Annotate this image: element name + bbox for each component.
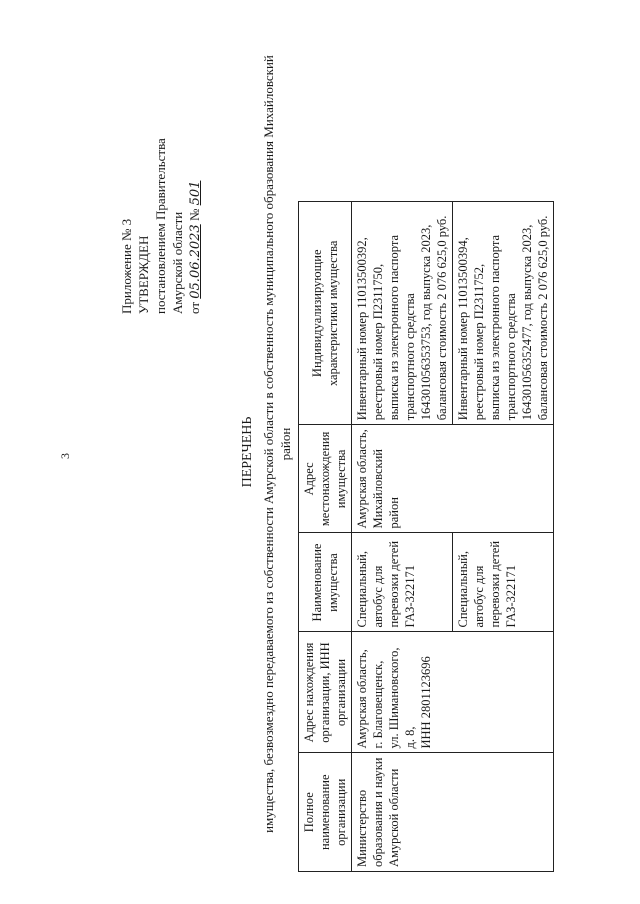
decree-label: постановлением Правительства	[153, 138, 168, 314]
table-header-row	[299, 202, 352, 872]
table-row	[352, 202, 453, 872]
cell-line: реестровый номер П2311752,	[472, 263, 486, 421]
cell-line: балансовая стоимость 2 076 625,0 руб.	[435, 215, 449, 421]
header-property-location: Адрес местонахождения имущества	[299, 425, 352, 533]
cell-line: район	[387, 497, 401, 529]
cell-line: ГАЗ-322171	[504, 564, 518, 628]
decree-date-line	[186, 138, 204, 314]
cell-line: ИНН 2801123696	[419, 656, 433, 749]
cell-line: реестровый номер П2311750,	[371, 263, 385, 421]
document-subtitle: имущества, безвозмездно передаваемого из собственности Амурской области в собственность муниципального образования Михайловский район	[261, 55, 293, 833]
approval-block	[118, 138, 204, 314]
org-address-cell	[352, 632, 554, 753]
cell-line: Министерство	[355, 789, 369, 867]
page-number: 3	[58, 453, 72, 459]
cell-line: выписка из электронного паспорта	[387, 235, 401, 421]
decree-date: 05.06.2023	[188, 224, 203, 299]
cell-line: ГАЗ-322171	[403, 564, 417, 628]
characteristics-cell	[352, 202, 453, 425]
cell-line: Инвентарный номер 11013500392,	[355, 237, 369, 421]
cell-line: автобус для	[472, 565, 486, 628]
header-org-address: Адрес нахождения организации, ИНН организации	[299, 632, 352, 753]
characteristics-cell	[453, 202, 554, 425]
property-location-cell	[352, 425, 554, 533]
cell-line: Амурской области	[387, 768, 401, 867]
document-title: ПЕРЕЧЕНЬ	[240, 416, 255, 488]
cell-line: образования и науки	[371, 757, 385, 867]
header-characteristics: Индивидуализирующие характеристики имущества	[299, 202, 352, 425]
cell-line: Михайловский	[371, 449, 385, 529]
appendix-label: Приложение № 3	[119, 218, 134, 314]
property-name-cell	[453, 533, 554, 632]
org-name-cell	[352, 753, 554, 872]
property-table	[298, 201, 554, 872]
cell-line: Амурская область,	[355, 649, 369, 749]
approved-label: УТВЕРЖДЕН	[136, 235, 151, 314]
header-org-name: Полное наименование организации	[299, 753, 352, 872]
cell-line: перевозки детей	[488, 540, 502, 628]
header-property-name: Наименование имущества	[299, 533, 352, 632]
cell-line: 164301056353753, год выпуска 2023,	[419, 224, 433, 421]
region-label: Амурской области	[170, 211, 185, 314]
cell-line: транспортного средства	[403, 293, 417, 421]
cell-line: Специальный,	[355, 551, 369, 628]
cell-line: Инвентарный номер 11013500394,	[456, 237, 470, 421]
cell-line: перевозки детей	[387, 540, 401, 628]
cell-line: ул. Шимановского,	[387, 647, 401, 749]
cell-line: транспортного средства	[504, 293, 518, 421]
number-prefix: №	[187, 208, 202, 222]
cell-line: балансовая стоимость 2 076 625,0 руб.	[536, 215, 550, 421]
cell-line: г. Благовещенск,	[371, 660, 385, 749]
cell-line: Амурская область,	[355, 429, 369, 529]
cell-line: д. 8,	[403, 726, 417, 749]
date-prefix: от	[187, 301, 202, 314]
property-name-cell	[352, 533, 453, 632]
cell-line: автобус для	[371, 565, 385, 628]
cell-line: Специальный,	[456, 551, 470, 628]
decree-number: 501	[188, 180, 203, 206]
cell-line: выписка из электронного паспорта	[488, 235, 502, 421]
cell-line: 164301056352477, год выпуска 2023,	[520, 224, 534, 421]
